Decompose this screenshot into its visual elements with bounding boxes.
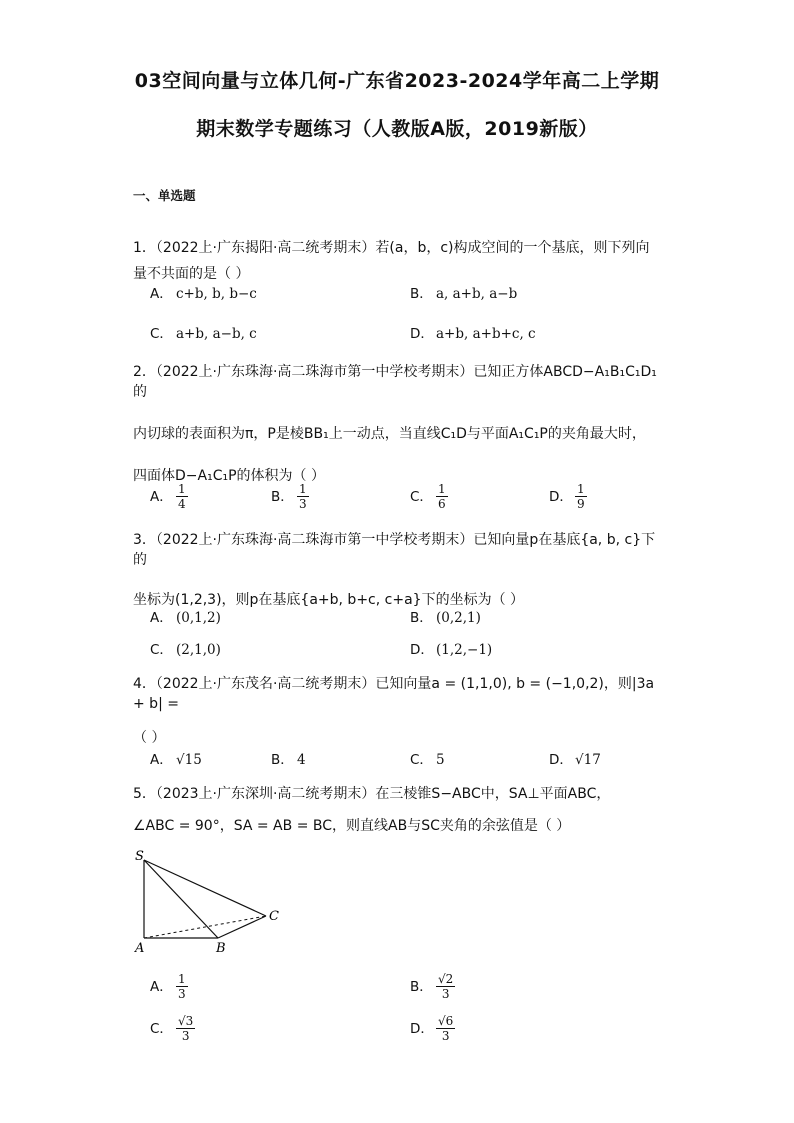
edge-ac-hidden [144, 916, 266, 938]
q3-option-b[interactable]: B． (0,2,1) [410, 610, 481, 626]
q4-option-a[interactable]: A． √15 [150, 752, 202, 768]
question-2-line-1: 2．（2022上·广东珠海·高二珠海市第一中学校考期末）已知正方体ABCD−A₁B₁C₁D₁的 [133, 364, 657, 400]
edge-bc [218, 916, 266, 938]
question-5 [133, 784, 663, 836]
question-3-line-2: 坐标为(1,2,3)，则p在基底{a+b, b+c, c+a}下的坐标为（ ） [133, 592, 525, 608]
q3-option-c[interactable]: C． (2,1,0) [150, 642, 221, 658]
question-4 [133, 674, 663, 748]
question-1-line-1: 1．（2022上·广东揭阳·高二统考期末）若(a，b，c)构成空间的一个基底，则下列向 [133, 240, 650, 256]
label-c: C [269, 909, 279, 924]
question-3 [133, 530, 663, 610]
q2-option-d[interactable]: D． $\frac{1}{9}$ [549, 482, 585, 511]
q3-option-d[interactable]: D． (1,2,−1) [410, 642, 493, 658]
tetrahedron-figure [132, 850, 292, 954]
question-5-line-1: 5．（2023上·广东深圳·高二统考期末）在三棱锥S−ABC中，SA⊥平面ABC， [133, 786, 611, 802]
document-title-line2: 期末数学专题练习（人教版A版，2019新版） [196, 118, 598, 140]
label-a: A [135, 941, 145, 954]
q1-option-c[interactable]: C． a+b, a−b, c [150, 326, 257, 342]
q5-option-d[interactable]: D． $\frac{√6}{3}$ [410, 1014, 454, 1043]
question-1 [133, 238, 663, 284]
question-5-line-2: ∠ABC = 90°，SA = AB = BC，则直线AB与SC夹角的余弦值是（ ） [133, 818, 571, 834]
q1-option-d[interactable]: D． a+b, a+b+c, c [410, 326, 536, 342]
question-2-line-2: 内切球的表面积为π，P是棱BB₁上一动点，当直线C₁D与平面A₁C₁P的夹角最大时， [133, 426, 646, 442]
q4-option-c[interactable]: C． 5 [410, 752, 445, 768]
q5-option-c[interactable]: C． $\frac{√3}{3}$ [150, 1014, 194, 1043]
q5-option-b[interactable]: B． $\frac{√2}{3}$ [410, 972, 454, 1001]
question-2 [133, 362, 663, 486]
question-2-line-3: 四面体D−A₁C₁P的体积为（ ） [133, 468, 325, 484]
question-4-line-1: 4．（2022上·广东茂名·高二统考期末）已知向量a = (1,1,0), b = (−1,0,2)，则|3a + b| = [133, 676, 655, 712]
document-title-line1: 03空间向量与立体几何-广东省2023-2024学年高二上学期 [134, 70, 660, 92]
question-3-line-1: 3．（2022上·广东珠海·高二珠海市第一中学校考期末）已知向量p在基底{a, b, c}下的 [133, 532, 656, 568]
label-s: S [135, 850, 144, 864]
q5-option-a[interactable]: A． $\frac{1}{3}$ [150, 972, 186, 1001]
question-4-line-2: （ ） [133, 730, 166, 746]
edge-sc [144, 860, 266, 916]
edge-sb [144, 860, 218, 938]
q3-option-a[interactable]: A． (0,1,2) [150, 610, 221, 626]
q1-option-b[interactable]: B． a, a+b, a−b [410, 286, 518, 302]
q2-option-c[interactable]: C． $\frac{1}{6}$ [410, 482, 446, 511]
question-1-line-2: 量不共面的是（ ） [133, 266, 250, 282]
q4-option-b[interactable]: B． 4 [271, 752, 306, 768]
label-b: B [216, 941, 226, 954]
q1-option-a[interactable]: A． c+b, b, b−c [150, 286, 257, 302]
q4-option-d[interactable]: D． √17 [549, 752, 601, 768]
q2-option-a[interactable]: A． $\frac{1}{4}$ [150, 482, 186, 511]
section-heading: 一、单选题 [133, 188, 196, 203]
q2-option-b[interactable]: B． $\frac{1}{3}$ [271, 482, 307, 511]
